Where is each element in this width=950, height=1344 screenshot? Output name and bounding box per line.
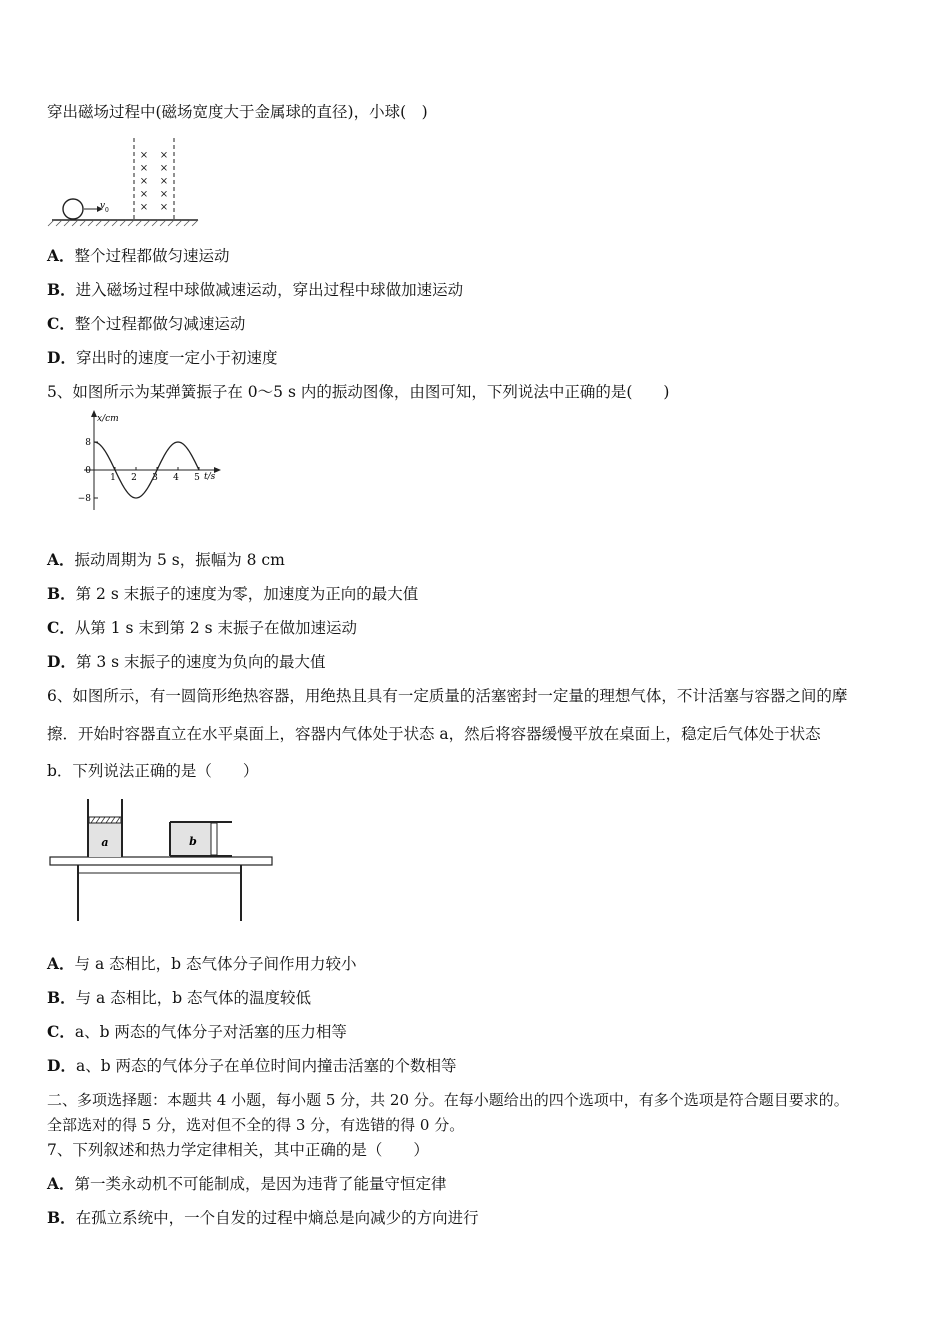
option-key: C． — [47, 618, 75, 637]
q5-stem: 5、如图所示为某弹簧振子在 0～5 s 内的振动图像，由图可知，下列说法中正确的是( ) — [47, 383, 670, 401]
q5-option-c[interactable] — [47, 618, 357, 638]
q4-option-a[interactable] — [47, 246, 230, 266]
container-lying — [170, 822, 232, 856]
option-text: 第 2 s 末振子的速度为零，加速度为正向的最大值 — [75, 585, 419, 603]
q4-option-d[interactable] — [47, 348, 277, 368]
x-tick-label: 5 — [194, 473, 200, 483]
container-upright — [88, 799, 122, 857]
option-key: D． — [47, 1056, 76, 1075]
field-symbol: × — [139, 176, 149, 187]
option-text: 第一类永动机不可能制成，是因为违背了能量守恒定律 — [74, 1175, 447, 1193]
option-key: D． — [47, 652, 76, 671]
x-tick-label: 2 — [131, 473, 137, 483]
option-key: C． — [47, 314, 75, 333]
y-tick-label: 8 — [85, 438, 91, 448]
option-key: D． — [47, 348, 76, 367]
option-text: 与 a 态相比，b 态气体的温度较低 — [75, 989, 312, 1007]
q6-option-d[interactable] — [47, 1056, 457, 1076]
q6-option-a[interactable] — [47, 954, 356, 974]
option-text: 与 a 态相比，b 态气体分子间作用力较小 — [74, 955, 357, 973]
container-table-figure — [48, 795, 278, 925]
option-text: 在孤立系统中，一个自发的过程中熵总是向减少的方向进行 — [75, 1209, 479, 1227]
option-text: 第 3 s 末振子的速度为负向的最大值 — [75, 653, 326, 671]
field-symbol: × — [139, 163, 149, 174]
option-text: 进入磁场过程中球做减速运动，穿出过程中球做加速运动 — [75, 281, 464, 299]
field-symbol: × — [139, 150, 149, 161]
option-key: A． — [47, 954, 75, 973]
option-text: 振动周期为 5 s，振幅为 8 cm — [74, 551, 285, 569]
oscillation-chart — [74, 408, 234, 516]
option-text: 穿出时的速度一定小于初速度 — [75, 349, 278, 367]
option-text: a、b 两态的气体分子在单位时间内撞击活塞的个数相等 — [75, 1057, 457, 1075]
field-symbol: × — [159, 163, 169, 174]
metal-ball — [63, 199, 83, 219]
q5-option-b[interactable] — [47, 584, 418, 604]
option-text: 整个过程都做匀减速运动 — [74, 315, 246, 333]
x-tick-label: 4 — [173, 473, 179, 483]
q6-stem-line3: b．下列说法正确的是（ ） — [47, 762, 259, 780]
option-text: 整个过程都做匀速运动 — [74, 247, 230, 265]
state-b-label: b — [189, 835, 197, 848]
q6-stem-line1: 6、如图所示，有一圆筒形绝热容器，用绝热且具有一定质量的活塞密封一定量的理想气体，不计活塞与容器之间的摩 — [47, 687, 848, 705]
y-tick-label: 0 — [85, 466, 91, 476]
field-symbol: × — [139, 189, 149, 200]
x-tick-label: 1 — [110, 473, 116, 483]
q7-stem: 7、下列叙述和热力学定律相关，其中正确的是（ ） — [47, 1141, 429, 1159]
y-tick-label: −8 — [77, 494, 91, 504]
magnetic-field-figure — [48, 135, 208, 230]
option-key: B． — [47, 584, 76, 603]
field-symbol: × — [159, 150, 169, 161]
velocity-label: v — [100, 201, 106, 211]
field-symbol: × — [159, 202, 169, 213]
field-symbol: × — [159, 189, 169, 200]
q6-stem-line2: 擦．开始时容器直立在水平桌面上，容器内气体处于状态 a，然后将容器缓慢平放在桌面上，稳定后气体处于状态 — [47, 725, 821, 743]
q7-option-b[interactable] — [47, 1208, 479, 1228]
q5-option-d[interactable] — [47, 652, 326, 672]
option-key: B． — [47, 1208, 76, 1227]
section-2-instructions: 全部选对的得 5 分，选对但不全的得 3 分，有选错的得 0 分。 — [47, 1116, 465, 1134]
section-2-heading: 二、多项选择题：本题共 4 小题，每小题 5 分，共 20 分。在每小题给出的四个选项中，有多个选项是符合题目要求的。 — [47, 1091, 849, 1109]
q4-option-b[interactable] — [47, 280, 463, 300]
x-tick-label: 3 — [152, 473, 158, 483]
q5-option-a[interactable] — [47, 550, 285, 570]
field-symbol: × — [139, 202, 149, 213]
y-axis-label: x/cm — [97, 414, 119, 424]
piston-b — [211, 823, 217, 855]
q6-option-c[interactable] — [47, 1022, 347, 1042]
option-text: a、b 两态的气体分子对活塞的压力相等 — [74, 1023, 347, 1041]
q4-option-c[interactable] — [47, 314, 245, 334]
q4-stem: 穿出磁场过程中(磁场宽度大于金属球的直径)，小球( ) — [47, 103, 428, 121]
x-axis-label: t/s — [204, 472, 216, 482]
field-symbol: × — [159, 176, 169, 187]
option-key: A． — [47, 550, 75, 569]
option-key: B． — [47, 988, 76, 1007]
option-text: 从第 1 s 末到第 2 s 末振子在做加速运动 — [74, 619, 358, 637]
option-key: A． — [47, 246, 75, 265]
table-top — [50, 857, 272, 865]
option-key: C． — [47, 1022, 75, 1041]
option-key: B． — [47, 280, 76, 299]
option-key: A． — [47, 1174, 75, 1193]
state-a-label: a — [101, 836, 109, 849]
velocity-subscript: 0 — [105, 207, 109, 214]
q7-option-a[interactable] — [47, 1174, 447, 1194]
q6-option-b[interactable] — [47, 988, 311, 1008]
